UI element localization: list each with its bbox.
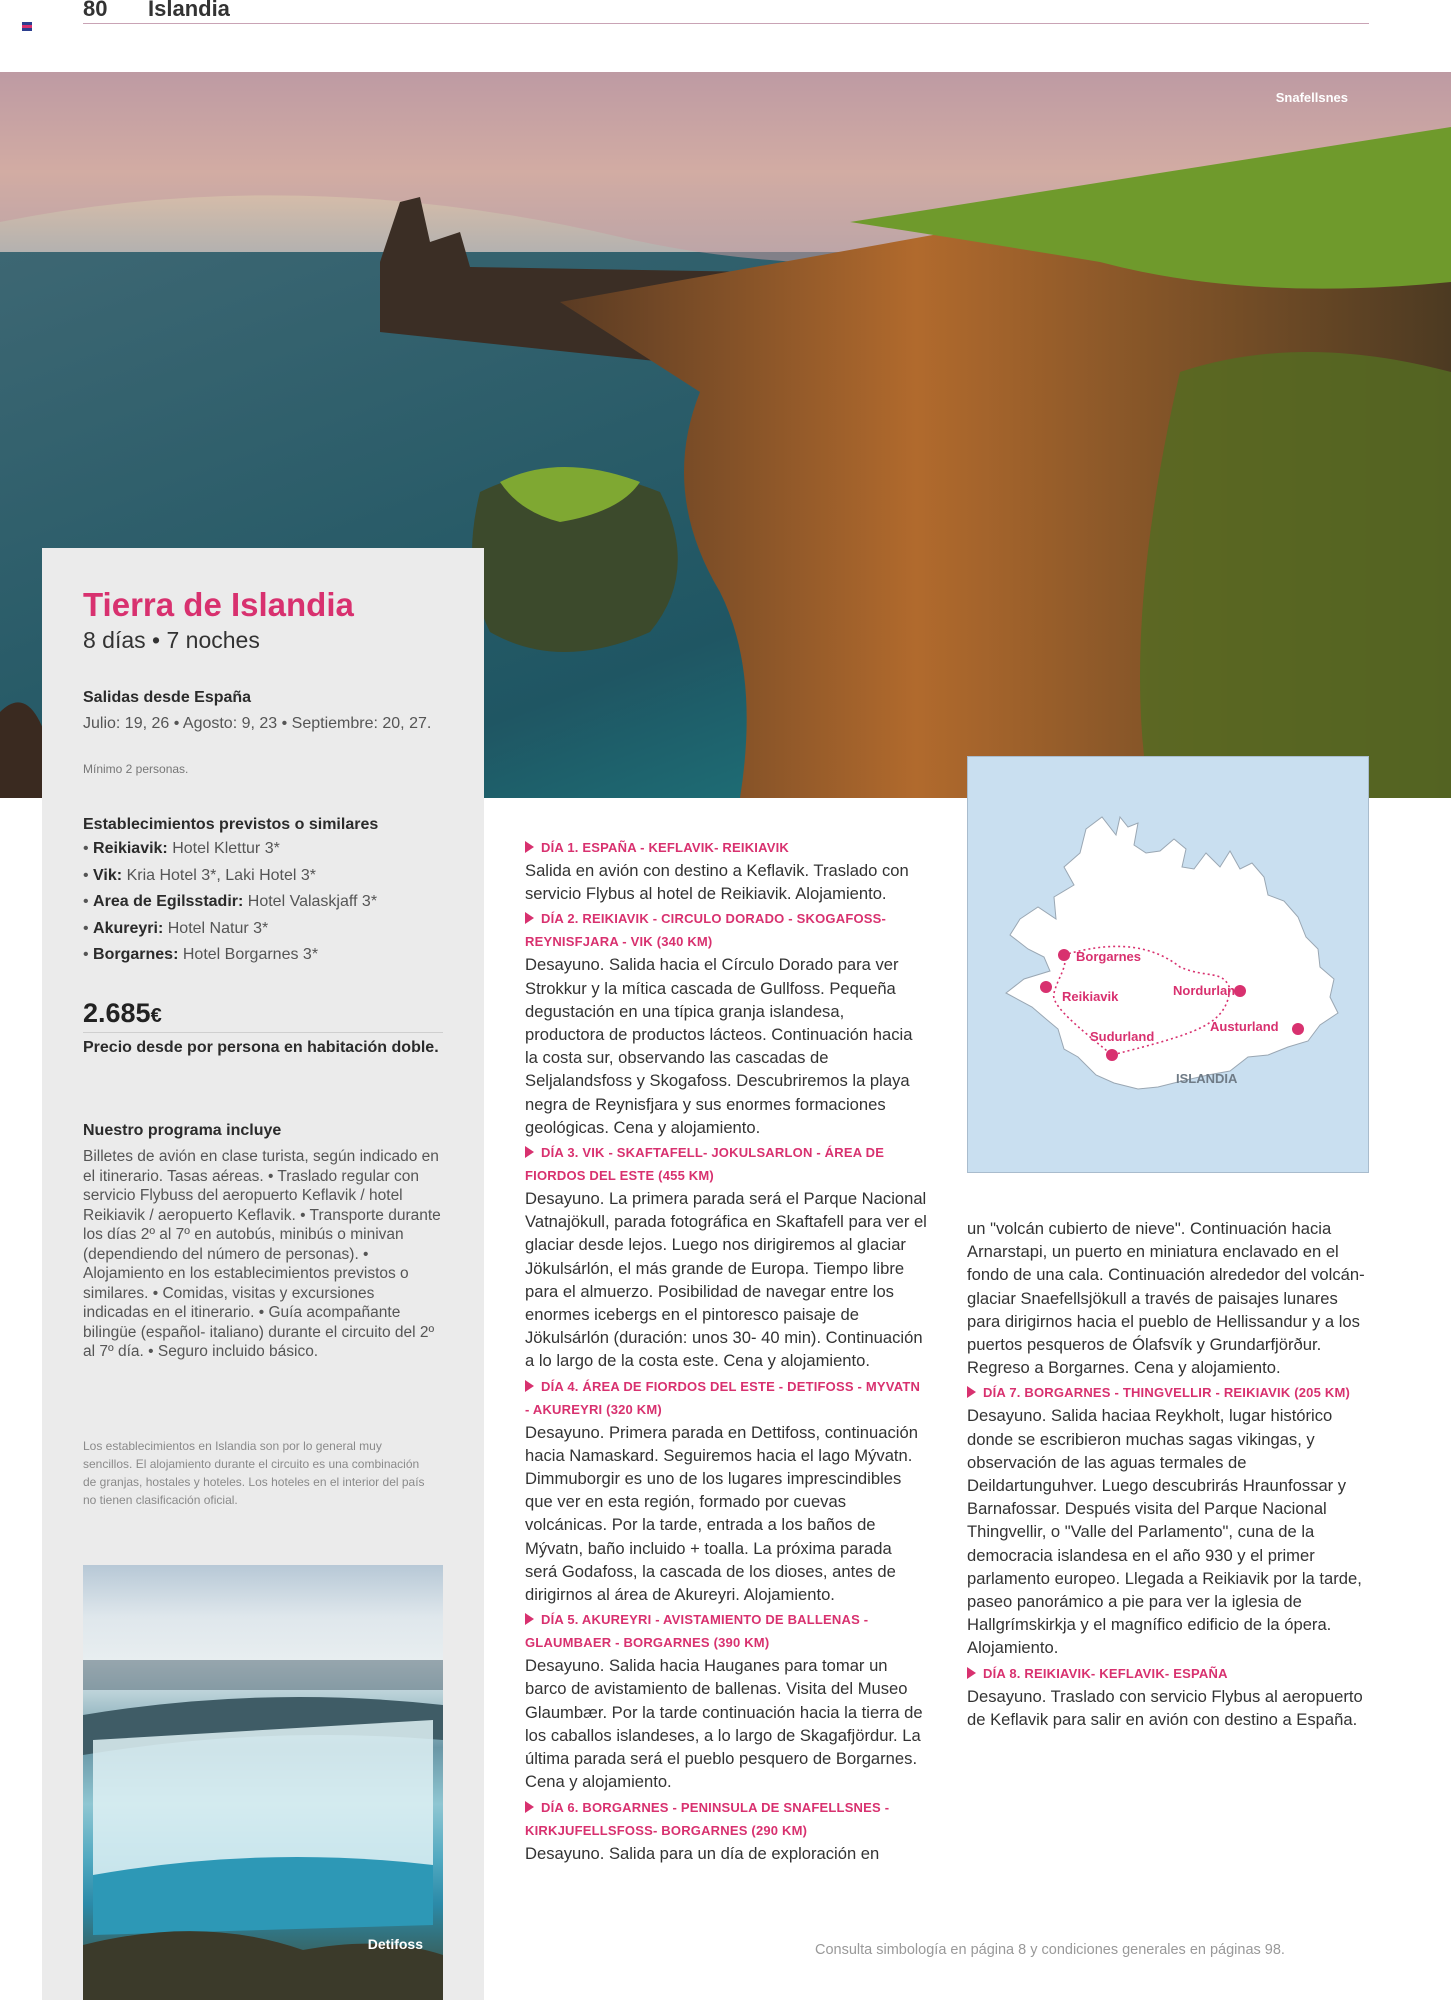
header-divider [83, 23, 1369, 24]
map-country-label: ISLANDIA [1176, 1071, 1238, 1086]
hotel-item: • Vik: Kria Hotel 3*, Laki Hotel 3* [83, 866, 316, 884]
min-people: Mínimo 2 personas. [83, 762, 189, 776]
map-pin-reikiavik [1040, 981, 1052, 993]
price: 2.685€ [83, 998, 162, 1028]
day-heading: DÍA 8. REIKIAVIK- KEFLAVIK- ESPAÑA [967, 1662, 1369, 1685]
day-text: Desayuno. Salida haciaa Reykholt, lugar histórico donde se escribieron muchas sagas vikingas, y observación de las aguas termales de Deildartunguhver. Luego descubrirás Hraunfossar y Barnafossar. Después visita del Parque Nacional Thingvellir, o "Valle del Parlamento", cuna de la democracia islandesa en el año 930 y el primer parlamento europeo. Llegada a Reikiavik por la tarde, paseo panorámico a pie para ver la iglesia de Hallgrímskirkja y el magnífico edificio de la ópera. Alojamiento. [967, 1406, 1362, 1658]
hotel-item: • Akureyri: Hotel Natur 3* [83, 919, 269, 937]
section-title: Islandia [148, 0, 230, 21]
day-heading: DÍA 6. BORGARNES - PENINSULA DE SNAFELLSNES - KIRKJUFELLSFOSS- BORGARNES (290 KM) [525, 1799, 890, 1838]
lodging-note: Los establecimientos en Islandia son por lo general muy sencillos. El alojamiento durante el circuito es una combinación de granjas, hostales y hoteles. Los hoteles en el interior del país no tienen clasificación oficial. [83, 1439, 425, 1507]
map-label-austurland: Austurland [1210, 1019, 1279, 1034]
day-text: Desayuno. Salida para un día de exploración en [525, 1843, 880, 1863]
map-label-reikiavik: Reikiavik [1062, 989, 1119, 1004]
map-illustration [968, 757, 1368, 1172]
itinerary-column-2 [967, 1217, 1369, 1732]
trip-title: Tierra de Islandia [83, 586, 354, 623]
day-text: un "volcán cubierto de nieve". Continuación hacia Arnarstapi, un puerto en miniatura enclavado en el fondo de una cala. Continuación alrededor del volcán-glaciar Snaefellsjökull a través de paisajes lunares para dirigirnos hacia el pueblo de Hellissandur y a los puertos pesqueros de Ólafsvík y Grundarfjörður. Regreso a Borgarnes. Cena y alojamiento. [967, 1219, 1365, 1378]
day-text: Desayuno. La primera parada será el Parque Nacional Vatnajökull, parada fotográfica en Skaftafell para ver el glaciar desde lejos. Luego nos dirigiremos al glaciar Jökulsárlón, el más grande de Europa. Tiempo libre para el almuerzo. Posibilidad de navegar entre los enormes icebergs en el pintoresco paisaje de Jökulsárlón (duración: unos 30- 40 min). Continuación a lo largo de la costa este. Cena y alojamiento. [525, 1189, 927, 1371]
day-text: Desayuno. Salida hacia el Círculo Dorado para ver Strokkur y la mítica cascada de Gullfoss. Pequeña degustación en una típica granja islandesa, productora de productos lácteos. Continuación hacia la costa sur, observando las cascadas de Seljalandsfoss y Skogafoss. Descubriremos la playa negra de Reynisfjara y sus enormes formaciones geológicas. Cena y alojamiento. [525, 955, 913, 1137]
hotels-label: Establecimientos previstos o similares [83, 816, 379, 833]
day-heading: DÍA 4. ÁREA DE FIORDOS DEL ESTE - DETIFOSS - MYVATN - AKUREYRI (320 KM) [525, 1378, 921, 1417]
hotel-item: • Area de Egilsstadir: Hotel Valaskjaff 3* [83, 893, 378, 910]
day-heading: DÍA 7. BORGARNES - THINGVELLIR - REIKIAVIK (205 KM) [967, 1381, 1369, 1404]
price-description: Precio desde por persona en habitación doble. [83, 1039, 439, 1056]
day-heading: DÍA 2. REIKIAVIK - CIRCULO DORADO - SKOGAFOSS- REYNISFJARA - VIK (340 KM) [525, 911, 887, 950]
play-arrow-icon [525, 1146, 534, 1158]
day-text: Salida en avión con destino a Keflavik. Traslado con servicio Flybus al hotel de Reikiavik. Alojamiento. [525, 861, 909, 904]
itinerary-column-1 [525, 834, 927, 1866]
play-arrow-icon [525, 912, 534, 924]
hotel-list [83, 836, 443, 969]
play-arrow-icon [525, 1613, 534, 1625]
day-heading: DÍA 1. ESPAÑA - KEFLAVIK- REIKIAVIK [525, 836, 927, 859]
waterfall-photo [83, 1565, 443, 2000]
map-label-nordurland: Nordurland [1173, 983, 1244, 998]
play-arrow-icon [525, 1801, 534, 1813]
map-pin-austurland [1292, 1023, 1304, 1035]
play-arrow-icon [967, 1667, 976, 1679]
page-number: 80 [83, 0, 108, 21]
map-label-borgarnes: Borgarnes [1076, 949, 1142, 964]
day-text: Desayuno. Traslado con servicio Flybus al aeropuerto de Keflavik para salir en avión con destino a España. [967, 1686, 1363, 1729]
waterfall-illustration [83, 1565, 443, 2000]
day-heading: DÍA 3. VIK - SKAFTAFELL- JOKULSARLON - ÁREA DE FIORDOS DEL ESTE (455 KM) [525, 1145, 885, 1184]
map-pin-sudurland [1106, 1049, 1118, 1061]
day-heading: DÍA 5. AKUREYRI - AVISTAMIENTO DE BALLENAS - GLAUMBAER - BORGARNES (390 KM) [525, 1612, 869, 1651]
footer-note: Consulta simbología en página 8 y condiciones generales en páginas 98. [815, 1942, 1285, 1958]
includes-text: Billetes de avión en clase turista, según indicado en el itinerario. Tasas aéreas. • Traslado regular con servicio Flybuss del aeropuerto Keflavik / hotel Reikiavik / aeropuerto Keflavik. • Transporte durante los días 2º al 7º en autobús, minibús o minivan (dependiendo del número de personas). • Alojamiento en los establecimientos previstos o similares. • Comidas, visitas y excursiones indicadas en el itinerario. • Guía acompañante bilingüe (español- italiano) durante el circuito del 2º al 7º día. • Seguro incluido básico. [83, 1148, 441, 1360]
hero-caption: Snafellsnes [1275, 90, 1348, 105]
departures-dates: Julio: 19, 26 • Agosto: 9, 23 • Septiembre: 20, 27. [83, 715, 432, 732]
play-arrow-icon [525, 1380, 534, 1392]
waterfall-caption: Detifoss [367, 1936, 423, 1952]
play-arrow-icon [967, 1386, 976, 1398]
hotel-item: • Borgarnes: Hotel Borgarnes 3* [83, 946, 319, 963]
map-label-sudurland: Sudurland [1090, 1029, 1155, 1044]
map-pin-borgarnes [1058, 949, 1070, 961]
price-divider [83, 1032, 443, 1033]
day-text: Desayuno. Salida hacia Hauganes para tomar un barco de avistamiento de ballenas. Visita del Museo Glaumbær. Por la tarde continuación hacia la tierra de los caballos islandeses, a lo largo de Skagafjördur. La última parada será el pueblo pesquero de Borgarnes. Cena y alojamiento. [525, 1656, 923, 1792]
play-arrow-icon [525, 841, 534, 853]
departures-label: Salidas desde España [83, 689, 252, 706]
trip-duration: 8 días • 7 noches [83, 627, 260, 653]
hotel-item: • Reikiavik: Hotel Klettur 3* [83, 840, 280, 857]
flag-icon [22, 22, 32, 31]
iceland-map [967, 756, 1369, 1173]
includes-label: Nuestro programa incluye [83, 1122, 282, 1139]
day-text: Desayuno. Primera parada en Dettifoss, continuación hacia Namaskard. Seguiremos hacia el lago Mývatn. Dimmuborgir es uno de los lugares imprescindibles que ver en esta región, formado por cuevas volcánicas. Por la tarde, entrada a los baños de Mývatn, baño incluido + toalla. La próxima parada será Godafoss, la cascada de los dioses, antes de dirigirnos al área de Akureyri. Alojamiento. [525, 1422, 918, 1605]
